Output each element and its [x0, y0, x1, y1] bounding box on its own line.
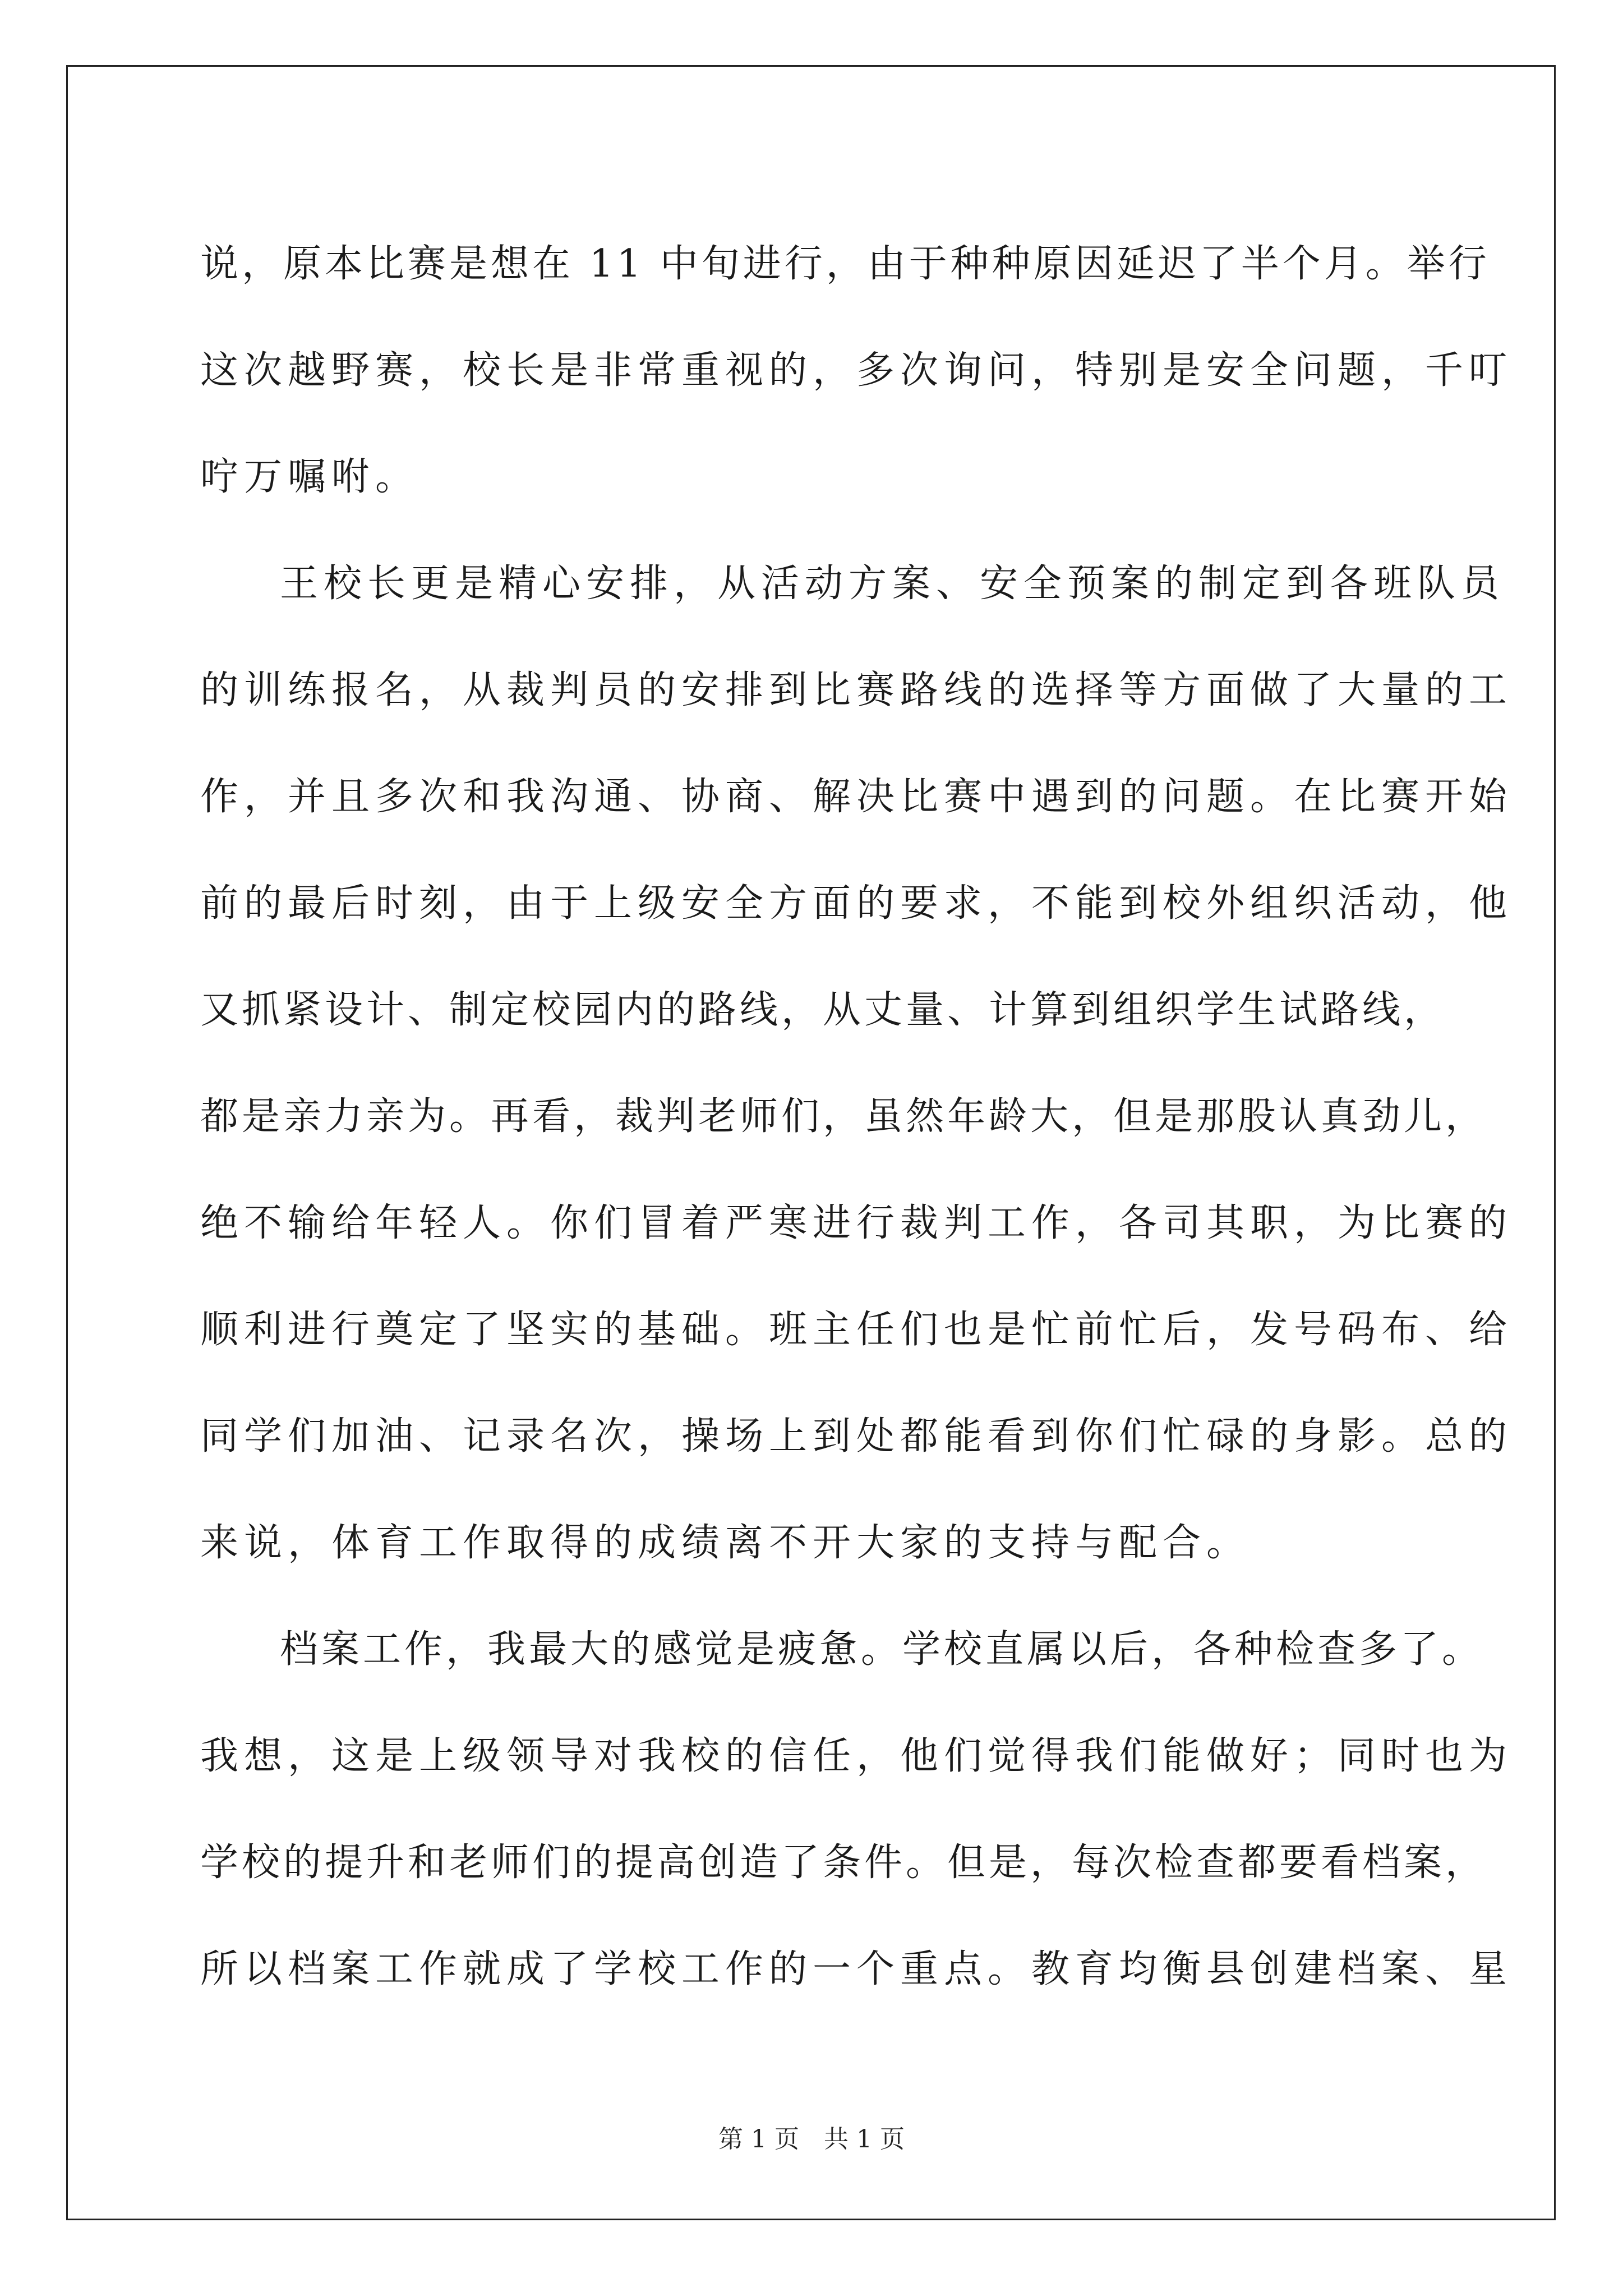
paragraph-1: [200, 211, 1513, 531]
text-line: 来说，体育工作取得的成绩离不开大家的支持与配合。: [200, 1521, 1251, 1565]
text-line: 又抓紧设计、制定校园内的路线，从丈量、计算到组织学生试路线，: [200, 988, 1446, 1032]
text-line: 这次越野赛，校长是非常重视的，多次询问，特别是安全问题，千叮: [200, 348, 1513, 393]
text-line: 绝不输给年轻人。你们冒着严寒进行裁判工作，各司其职，为比赛的: [200, 1201, 1513, 1245]
text-line: 都是亲力亲为。再看，裁判老师们，虽然年龄大，但是那股认真劲儿，: [200, 1094, 1487, 1139]
text-line: 的训练报名，从裁判员的安排到比赛路线的选择等方面做了大量的工: [200, 668, 1513, 712]
text-line: 王校长更是精心安排，从活动方案、安全预案的制定到各班队员: [280, 562, 1505, 606]
text-line: 咛万嘱咐。: [200, 455, 419, 499]
text-line: 档案工作，我最大的感觉是疲惫。学校直属以后，各种检查多了。: [280, 1627, 1484, 1672]
text-line: 同学们加油、记录名次，操场上到处都能看到你们忙碌的身影。总的: [200, 1414, 1513, 1458]
paragraph-3: [200, 1596, 1513, 2023]
page-number-footer: 第 1 页 共 1 页: [718, 2125, 905, 2154]
text-line: 学校的提升和老师们的提高创造了条件。但是，每次检查都要看档案，: [200, 1841, 1487, 1885]
paragraph-2: [200, 531, 1513, 1596]
text-line: 所以档案工作就成了学校工作的一个重点。教育均衡县创建档案、星: [200, 1947, 1513, 1991]
text-line: 我想，这是上级领导对我校的信任，他们觉得我们能做好；同时也为: [200, 1734, 1513, 1778]
text-line: 顺利进行奠定了坚实的基础。班主任们也是忙前忙后，发号码布、给: [200, 1308, 1513, 1352]
text-line: 说，原本比赛是想在 11 中旬进行，由于种种原因延迟了半个月。举行: [200, 242, 1490, 286]
text-line: 前的最后时刻，由于上级安全方面的要求，不能到校外组织活动，他: [200, 881, 1513, 926]
document-body: [200, 211, 1513, 2023]
text-line: 作，并且多次和我沟通、协商、解决比赛中遇到的问题。在比赛开始: [200, 775, 1513, 819]
